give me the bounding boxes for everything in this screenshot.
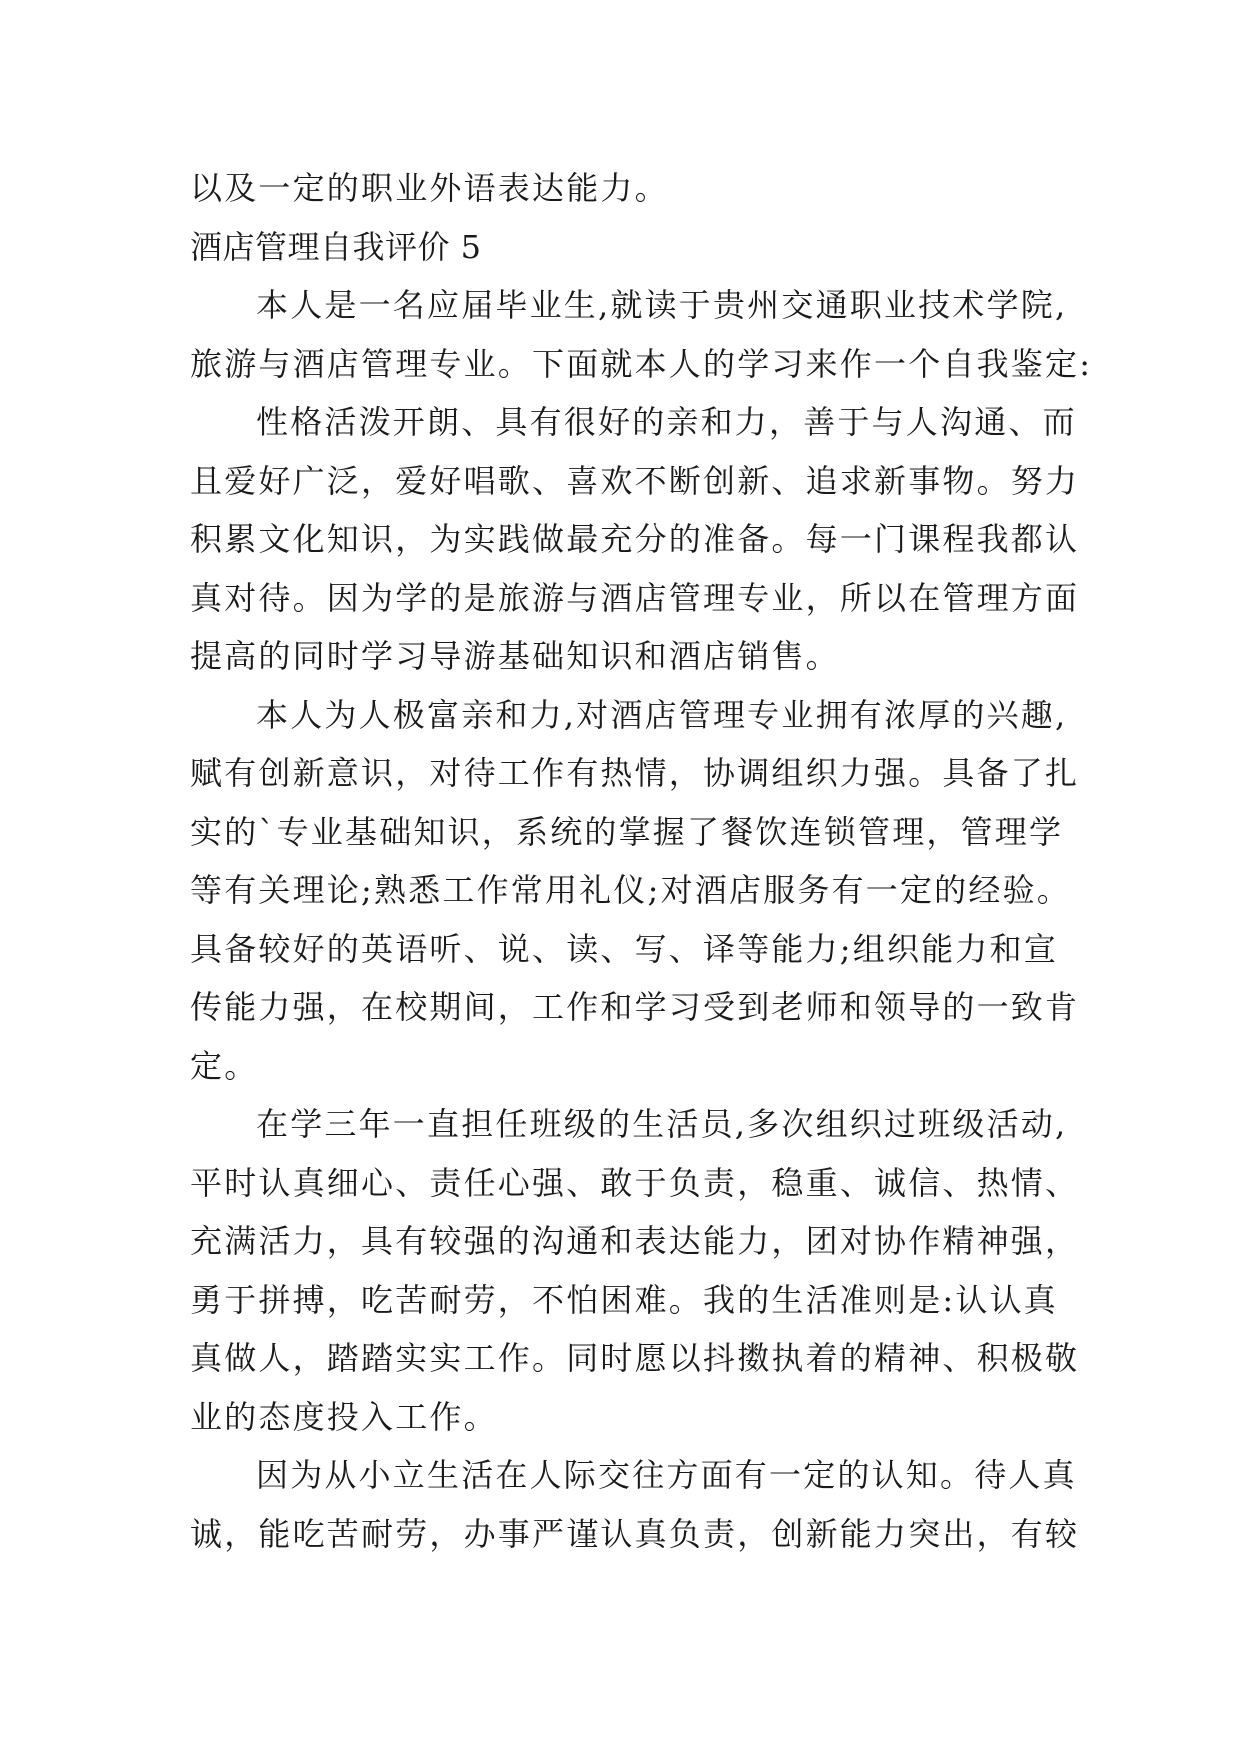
paragraph-line: 旅游与酒店管理专业。下面就本人的学习来作一个自我鉴定:: [190, 344, 1093, 383]
paragraph-line: 具备较好的英语听、说、读、写、译等能力;组织能力和宣: [190, 929, 1058, 968]
paragraph-line: 业的态度投入工作。: [190, 1397, 498, 1436]
paragraph-line: 提高的同时学习导游基础知识和酒店销售。: [190, 637, 840, 675]
paragraph-1: [190, 276, 1093, 393]
paragraph-line: 在学三年一直担任班级的生活员,多次组织过班级活动,: [256, 1105, 1068, 1143]
paragraph-line: 真对待。因为学的是旅游与酒店管理专业，所以在管理方面: [190, 578, 1080, 617]
paragraph-line: 定。: [190, 1046, 259, 1085]
document-body: [190, 159, 1093, 1563]
paragraph-line: 性格活泼开朗、具有很好的亲和力，善于与人沟通、而: [256, 403, 1077, 441]
paragraph-5: [190, 1446, 1080, 1563]
paragraph-line: 本人是一名应届毕业生,就读于贵州交通职业技术学院,: [256, 286, 1068, 324]
paragraph-line: 传能力强，在校期间，工作和学习受到老师和领导的一致肯: [190, 988, 1080, 1026]
paragraph-line: 真做人，踏踏实实工作。同时愿以抖擞执着的精神、积极敬: [190, 1339, 1080, 1377]
paragraph-4: [190, 1095, 1080, 1446]
paragraph-line: 诚，能吃苦耐劳，办事严谨认真负责，创新能力突出，有较: [190, 1514, 1080, 1553]
intro-tail-line: 以及一定的职业外语表达能力。: [190, 169, 669, 207]
paragraph-line: 积累文化知识，为实践做最充分的准备。每一门课程我都认: [190, 520, 1080, 558]
paragraph-line: 赋有创新意识，对待工作有热情，协调组织力强。具备了扎: [190, 754, 1080, 792]
paragraph-line: 勇于拼搏，吃苦耐劳，不怕困难。我的生活准则是:认认真: [190, 1280, 1058, 1319]
paragraph-line: 因为从小立生活在人际交往方面有一定的认知。待人真: [256, 1456, 1077, 1494]
section-title: 酒店管理自我评价 5: [190, 227, 482, 266]
paragraph-2: [190, 393, 1080, 686]
paragraph-line: 等有关理论;熟悉工作常用礼仪;对酒店服务有一定的经验。: [190, 871, 1071, 909]
paragraph-line: 本人为人极富亲和力,对酒店管理专业拥有浓厚的兴趣,: [256, 695, 1068, 734]
paragraph-line: 充满活力，具有较强的沟通和表达能力，团对协作精神强，: [190, 1222, 1080, 1260]
paragraph-line: 实的`专业基础知识，系统的掌握了餐饮连锁管理，管理学: [190, 812, 1064, 851]
paragraph-line: 且爱好广泛，爱好唱歌、喜欢不断创新、追求新事物。努力: [190, 461, 1080, 500]
paragraph-line: 平时认真细心、责任心强、敢于负责，稳重、诚信、热情、: [190, 1163, 1080, 1202]
paragraph-3: [190, 686, 1080, 1096]
